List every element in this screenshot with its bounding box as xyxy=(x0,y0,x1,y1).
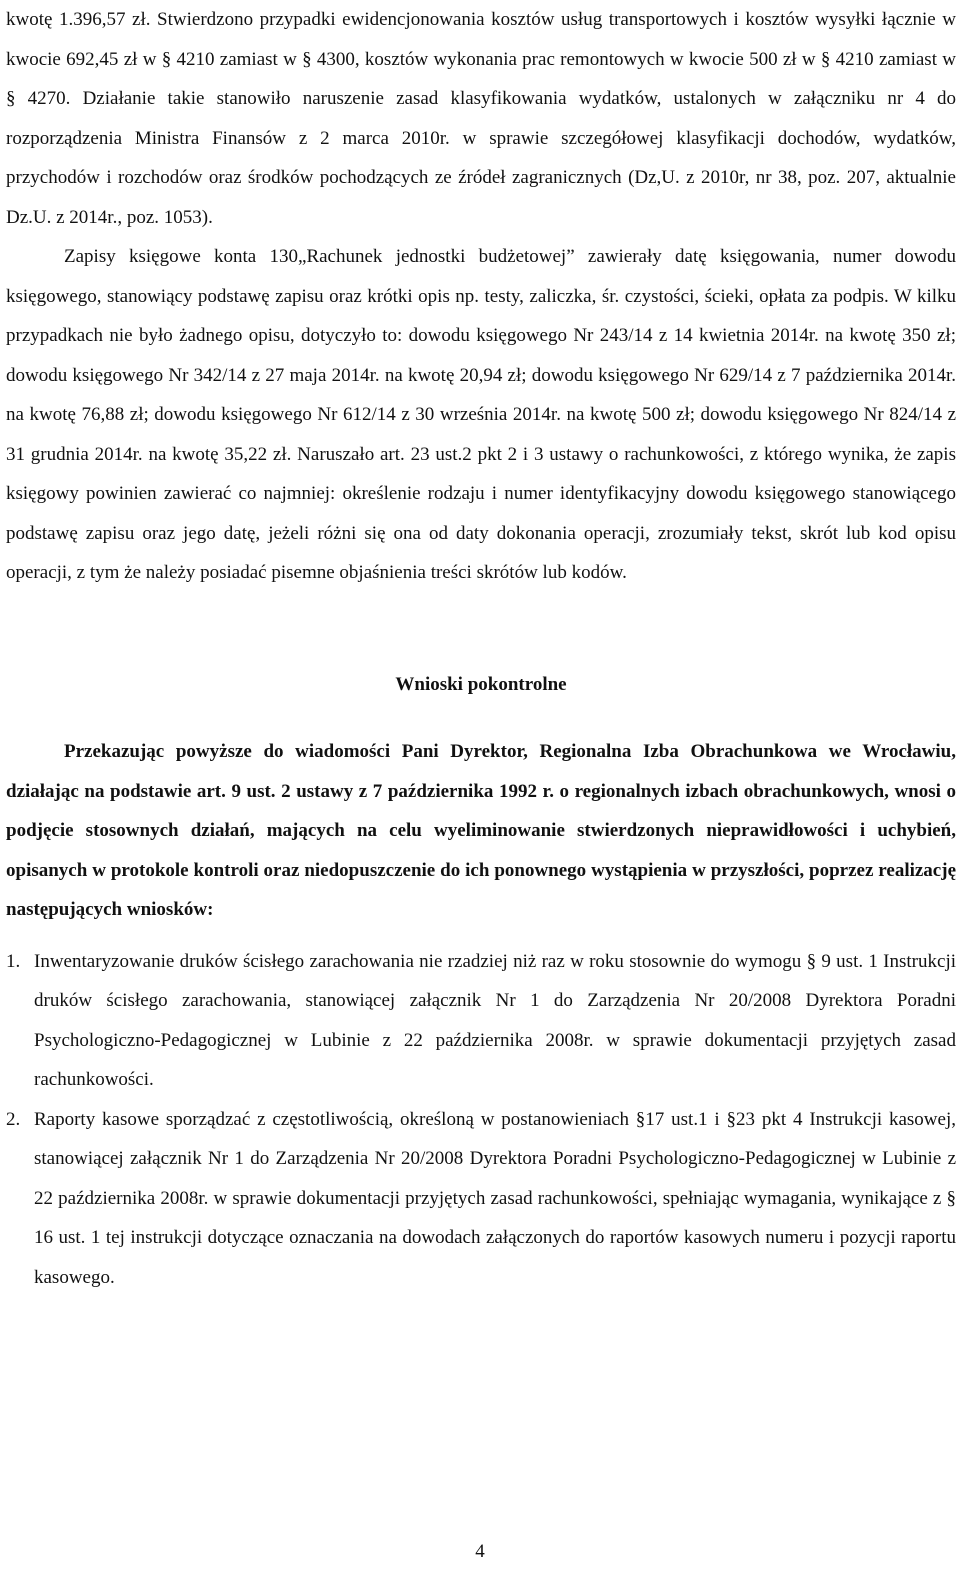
list-item xyxy=(6,942,956,1100)
list-item xyxy=(6,1100,956,1298)
body-paragraph-1: kwotę 1.396,57 zł. Stwierdzono przypadki ewidencjonowania kosztów usług transportowych i kosztów wysyłki łącznie w kwocie 692,45 zł w § 4210 zamiast w § 4300, kosztów wykonania prac remontowych w kwocie 500 zł w § 4210 zamiast w § 4270. Działanie takie stanowiło naruszenie zasad klasyfikowania wydatków, ustalonych w załączniku nr 4 do rozporządzenia Ministra Finansów z 2 marca 2010r. w sprawie szczegółowej klasyfikacji dochodów, wydatków, przychodów i rozchodów oraz środków pochodzących ze źródeł zagranicznych (Dz,U. z 2010r, nr 38, poz. 207, aktualnie Dz.U. z 2014r., poz. 1053). xyxy=(6,9,956,228)
section-heading: Wnioski pokontrolne xyxy=(395,673,567,695)
conclusions-intro: Przekazując powyższe do wiadomości Pani Dyrektor, Regionalna Izba Obrachunkowa we Wrocławiu, działając na podstawie art. 9 ust. 2 ustawy z 7 października 1992 r. o regionalnych izbach obrachunkowych, wnosi o podjęcie stosownych działań, mających na celu wyeliminowanie stwierdzonych nieprawidłowości i uchybień, opisanych w protokole kontroli oraz niedopuszczenie do ich ponownego wystąpienia w przyszłości, poprzez realizację następujących wniosków: xyxy=(6,741,956,920)
body-paragraph-2: Zapisy księgowe konta 130„Rachunek jednostki budżetowej” zawierały datę księgowania, numer dowodu księgowego, stanowiący podstawę zapisu oraz krótki opis np. testy, zaliczka, śr. czystości, ścieki, opłata za podpis. W kilku przypadkach nie było żadnego opisu, dotyczyło to: dowodu księgowego Nr 243/14 z 14 kwietnia 2014r. na kwotę 350 zł; dowodu księgowego Nr 342/14 z 27 maja 2014r. na kwotę 20,94 zł; dowodu księgowego Nr 629/14 z 7 października 2014r. na kwotę 76,88 zł; dowodu księgowego Nr 612/14 z 30 września 2014r. na kwotę 500 zł; dowodu księgowego Nr 824/14 z 31 grudnia 2014r. na kwotę 35,22 zł. Naruszało art. 23 ust.2 pkt 2 i 3 ustawy o rachunkowości, z którego wynika, że zapis księgowy powinien zawierać co najmniej: określenie rodzaju i numer identyfikacyjny dowodu księgowego stanowiącego podstawę zapisu oraz jego datę, jeżeli różni się ona od daty dokonania operacji, zrozumiały tekst, skrót lub kod opisu operacji, z tym że należy posiadać pisemne objaśnienia treści skrótów lub kodów. xyxy=(6,246,956,583)
list-item-number: 1. xyxy=(6,950,21,972)
list-item-text: Raporty kasowe sporządzać z częstotliwością, określoną w postanowieniach §17 ust.1 i §23 pkt 4 Instrukcji kasowej, stanowiącej załącznik Nr 1 do Zarządzenia Nr 20/2008 Dyrektora Poradni Psychologiczno-Pedagogicznej w Lubinie z 22 października 2008r. w sprawie dokumentacji przyjętych zasad rachunkowości, spełniając wymagania, wynikające z § 16 ust. 1 tej instrukcji dotyczące oznaczania na dowodach załączonych do raportów kasowych numeru i pozycji raportu kasowego. xyxy=(34,1108,956,1288)
page-number: 4 xyxy=(475,1541,485,1562)
conclusions-list xyxy=(6,942,956,1298)
list-item-text: Inwentaryzowanie druków ścisłego zarachowania nie rzadziej niż raz w roku stosownie do wymogu § 9 ust. 1 Instrukcji druków ścisłego zarachowania, stanowiącej załącznik Nr 1 do Zarządzenia Nr 20/2008 Dyrektora Poradni Psychologiczno-Pedagogicznej w Lubinie z 22 października 2008r. w sprawie dokumentacji przyjętych zasad rachunkowości. xyxy=(34,950,956,1090)
document-page xyxy=(6,0,956,1297)
list-item-number: 2. xyxy=(6,1108,21,1130)
